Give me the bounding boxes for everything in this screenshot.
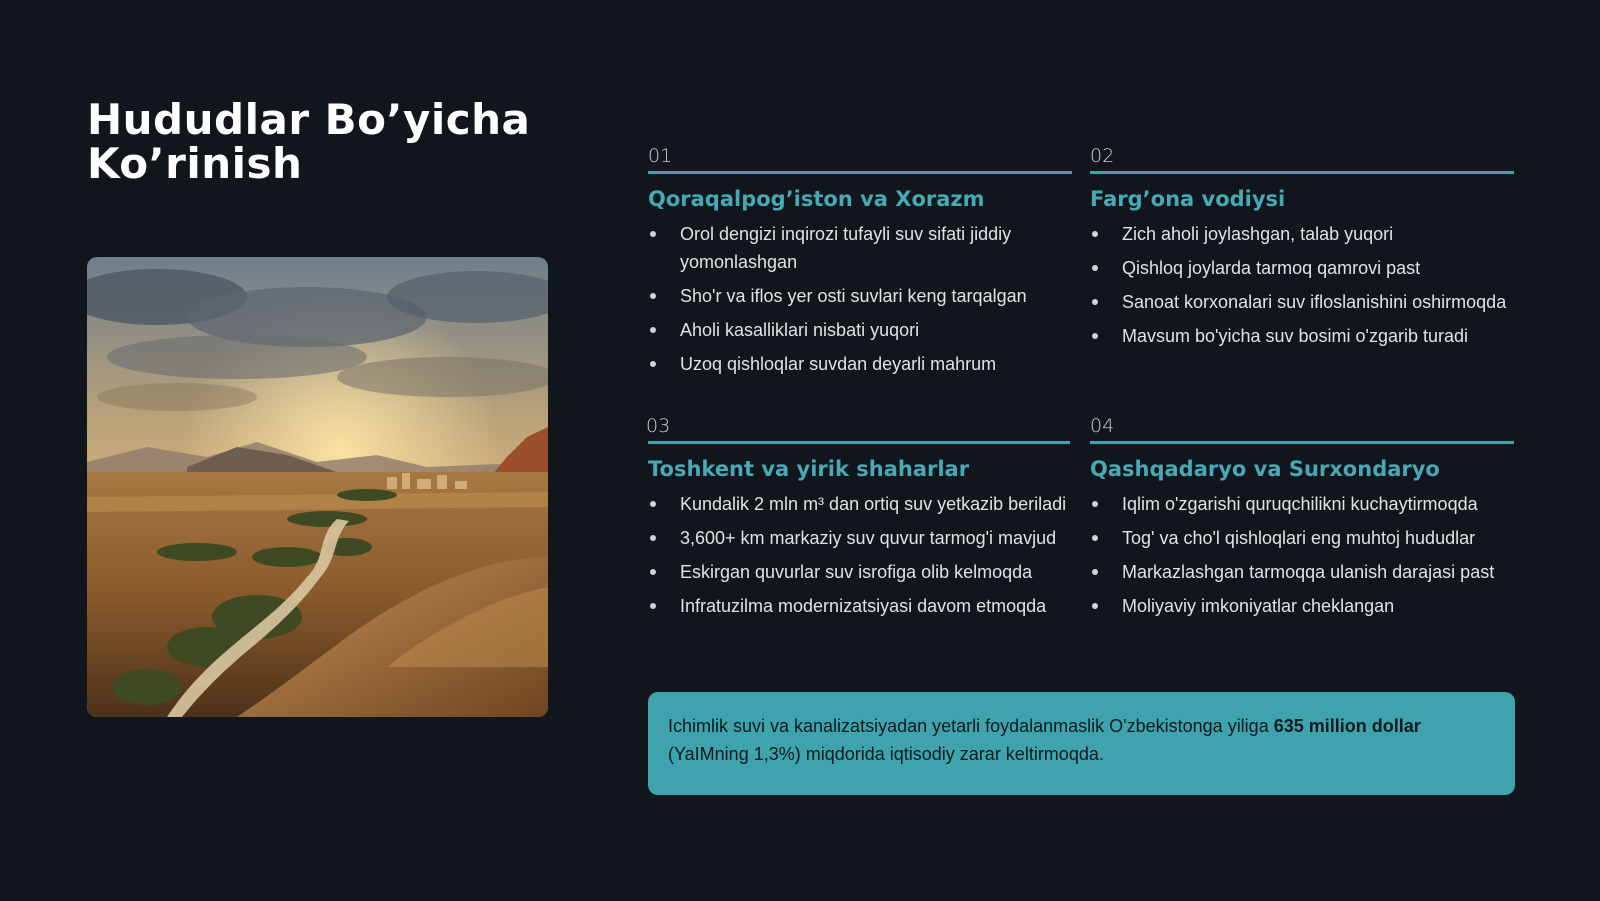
section-number: 04 [1090, 415, 1115, 437]
landscape-photo-icon [87, 257, 548, 717]
page-title [87, 95, 531, 188]
list-item: 3,600+ km markaziy suv quvur tarmog'i mavjud [648, 524, 1070, 552]
region-card-4 [1090, 415, 1514, 626]
callout-highlight: 635 million dollar [1273, 716, 1421, 736]
list-item: Markazlashgan tarmoqqa ulanish darajasi past [1090, 558, 1514, 586]
list-item: Infratuzilma modernizatsiyasi davom etmoqda [648, 592, 1070, 620]
list-item: Tog' va cho'l qishloqlari eng muhtoj hududlar [1090, 524, 1514, 552]
page-title-line-1: Hududlar Bo’yicha [87, 95, 531, 144]
section-heading: Qoraqalpog’iston va Xorazm [648, 187, 985, 211]
list-item: Moliyaviy imkoniyatlar cheklangan [1090, 592, 1514, 620]
section-divider [648, 441, 1070, 444]
economic-impact-callout [648, 692, 1515, 795]
list-item: Zich aholi joylashgan, talab yuqori [1090, 220, 1514, 248]
list-item: Orol dengizi inqirozi tufayli suv sifati jiddiy yomonlashgan [648, 220, 1072, 276]
list-item: Sho'r va iflos yer osti suvlari keng tarqalgan [648, 282, 1072, 310]
list-item: Uzoq qishloqlar suvdan deyarli mahrum [648, 350, 1072, 378]
list-item: Eskirgan quvurlar suv isrofiga olib kelmoqda [648, 558, 1070, 586]
list-item: Sanoat korxonalari suv ifloslanishini oshirmoqda [1090, 288, 1514, 316]
list-item: Mavsum bo'yicha suv bosimi o'zgarib turadi [1090, 322, 1514, 350]
bullet-list [648, 220, 1072, 378]
landscape-photo [87, 257, 548, 717]
page-title-line-2: Ko’rinish [87, 139, 303, 188]
section-heading: Toshkent va yirik shaharlar [648, 457, 970, 481]
list-item: Iqlim o'zgarishi quruqchilikni kuchaytirmoqda [1090, 490, 1514, 518]
section-divider [1090, 441, 1514, 444]
callout-text-after: (YaIMning 1,3%) miqdorida iqtisodiy zarar keltirmoqda. [668, 744, 1104, 764]
bullet-list [648, 490, 1070, 620]
region-card-3 [646, 415, 1070, 626]
region-card-1 [648, 145, 1072, 384]
section-divider [648, 171, 1072, 174]
list-item: Qishloq joylarda tarmoq qamrovi past [1090, 254, 1514, 282]
list-item: Aholi kasalliklari nisbati yuqori [648, 316, 1072, 344]
region-card-2 [1090, 145, 1514, 356]
section-heading: Qashqadaryo va Surxondaryo [1090, 457, 1440, 481]
bullet-list [1090, 490, 1514, 620]
section-number: 01 [648, 145, 673, 167]
section-heading: Farg’ona vodiysi [1090, 187, 1286, 211]
bullet-list [1090, 220, 1514, 350]
section-number: 02 [1090, 145, 1115, 167]
list-item: Kundalik 2 mln m³ dan ortiq suv yetkazib beriladi [648, 490, 1070, 518]
callout-text-before: Ichimlik suvi va kanalizatsiyadan yetarli foydalanmaslik O'zbekistonga yiliga [668, 716, 1274, 736]
section-divider [1090, 171, 1514, 174]
section-number: 03 [646, 415, 671, 437]
